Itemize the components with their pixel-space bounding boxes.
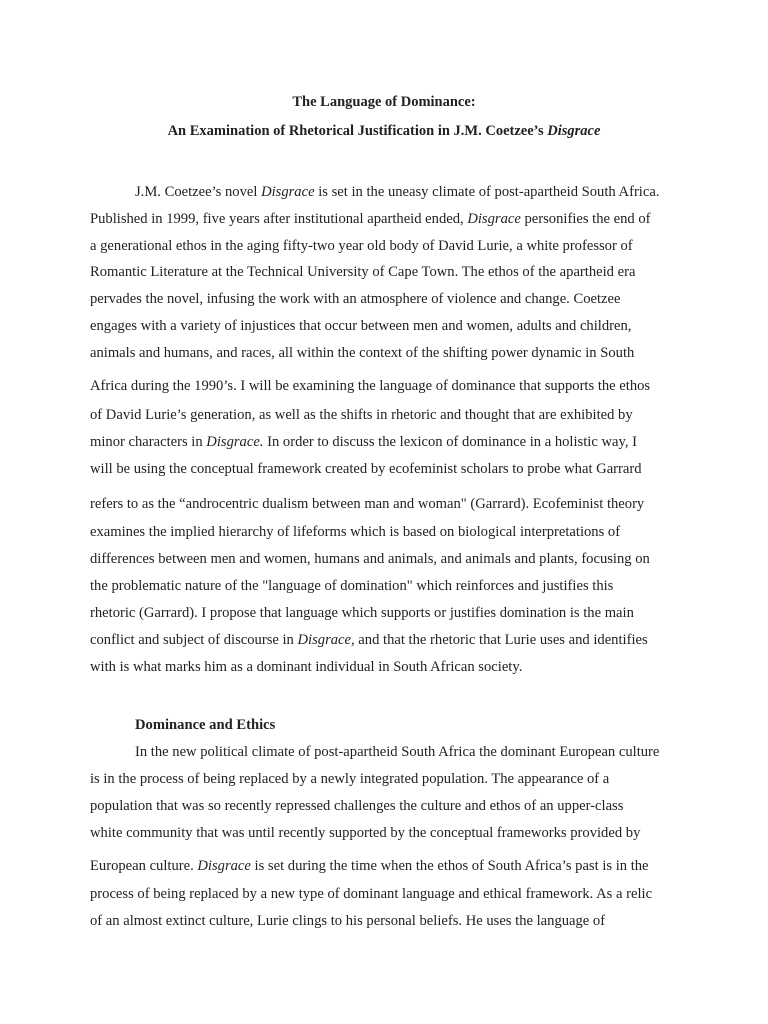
title-line-2-text: An Examination of Rhetorical Justification in J.M. Coetzee’s (167, 123, 548, 139)
title-line-2-italic: Disgrace (547, 123, 601, 139)
para1-line-12: refers to as the “androcentric dualism between man and woman" (Garrard). Ecofeminist theory (90, 496, 645, 512)
para2-line-5-b: Disgrace (197, 858, 251, 874)
para2-line-6: process of being replaced by a new type of dominant language and ethical framework. As a relic (90, 886, 653, 902)
para1-line-8: Africa during the 1990’s. I will be examining the language of dominance that supports the ethos (90, 378, 651, 394)
para1-line-10-c: In order to discuss the lexicon of dominance in a holistic way, I (263, 434, 637, 450)
para2-line-5-a: European culture. (90, 858, 198, 874)
para1-line-10-b: Disgrace. (206, 434, 264, 450)
para1-line-7: animals and humans, and races, all within the context of the shifting power dynamic in South (90, 345, 635, 361)
para2-line-5 (90, 857, 649, 875)
para1-line-6: engages with a variety of injustices that occur between men and women, adults and children, (90, 318, 632, 334)
para1-line-13: examines the implied hierarchy of lifeforms which is based on biological interpretations of (90, 524, 621, 540)
section-heading: Dominance and Ethics (135, 717, 276, 733)
para2-line-4: white community that was until recently supported by the conceptual frameworks provided by (90, 825, 641, 841)
para2-line-7: of an almost extinct culture, Lurie clings to his personal beliefs. He uses the language of (90, 913, 606, 929)
para1-line-17-b: Disgrace, (297, 632, 355, 648)
para1-line-18: with is what marks him as a dominant individual in South African society. (90, 659, 523, 675)
para1-line-9: of David Lurie’s generation, as well as the shifts in rhetoric and thought that are exhibited by (90, 407, 633, 423)
para1-line-1-c: is set in the uneasy climate of post-apartheid South Africa. (314, 184, 660, 200)
para1-line-10 (90, 433, 637, 451)
para1-line-17-a: conflict and subject of discourse in (90, 632, 298, 648)
para1-line-1-a: J.M. Coetzee’s novel (135, 184, 262, 200)
para1-line-10-a: minor characters in (90, 434, 207, 450)
para1-line-5: pervades the novel, infusing the work with an atmosphere of violence and change. Coetzee (90, 291, 621, 307)
para1-line-16: rhetoric (Garrard). I propose that language which supports or justifies domination is the main (90, 605, 634, 621)
title-line-2 (0, 122, 768, 140)
para2-line-1: In the new political climate of post-apartheid South Africa the dominant European culture (135, 744, 660, 760)
para1-line-2 (90, 210, 651, 228)
para1-line-11: will be using the conceptual framework created by ecofeminist scholars to probe what Garrard (90, 461, 642, 477)
para1-line-17 (90, 631, 648, 649)
para1-line-2-b: Disgrace (467, 211, 521, 227)
para1-line-2-a: Published in 1999, five years after institutional apartheid ended, (90, 211, 468, 227)
para2-line-3: population that was so recently repressed challenges the culture and ethos of an upper-class (90, 798, 624, 814)
para1-line-1-b: Disgrace (261, 184, 315, 200)
para1-line-14: differences between men and women, humans and animals, and animals and plants, focusing on (90, 551, 650, 567)
para1-line-1 (135, 183, 659, 201)
para1-line-15: the problematic nature of the "language of domination" which reinforces and justifies this (90, 578, 614, 594)
para1-line-3: a generational ethos in the aging fifty-two year old body of David Lurie, a white professor of (90, 238, 633, 254)
para2-line-5-c: is set during the time when the ethos of South Africa’s past is in the (250, 858, 649, 874)
para1-line-17-c: and that the rhetoric that Lurie uses and identifies (354, 632, 648, 648)
title-line-1: The Language of Dominance: (292, 94, 476, 110)
para1-line-2-c: personifies the end of (520, 211, 651, 227)
para1-line-4: Romantic Literature at the Technical University of Cape Town. The ethos of the apartheid era (90, 264, 636, 280)
para2-line-2: is in the process of being replaced by a newly integrated population. The appearance of a (90, 771, 610, 787)
